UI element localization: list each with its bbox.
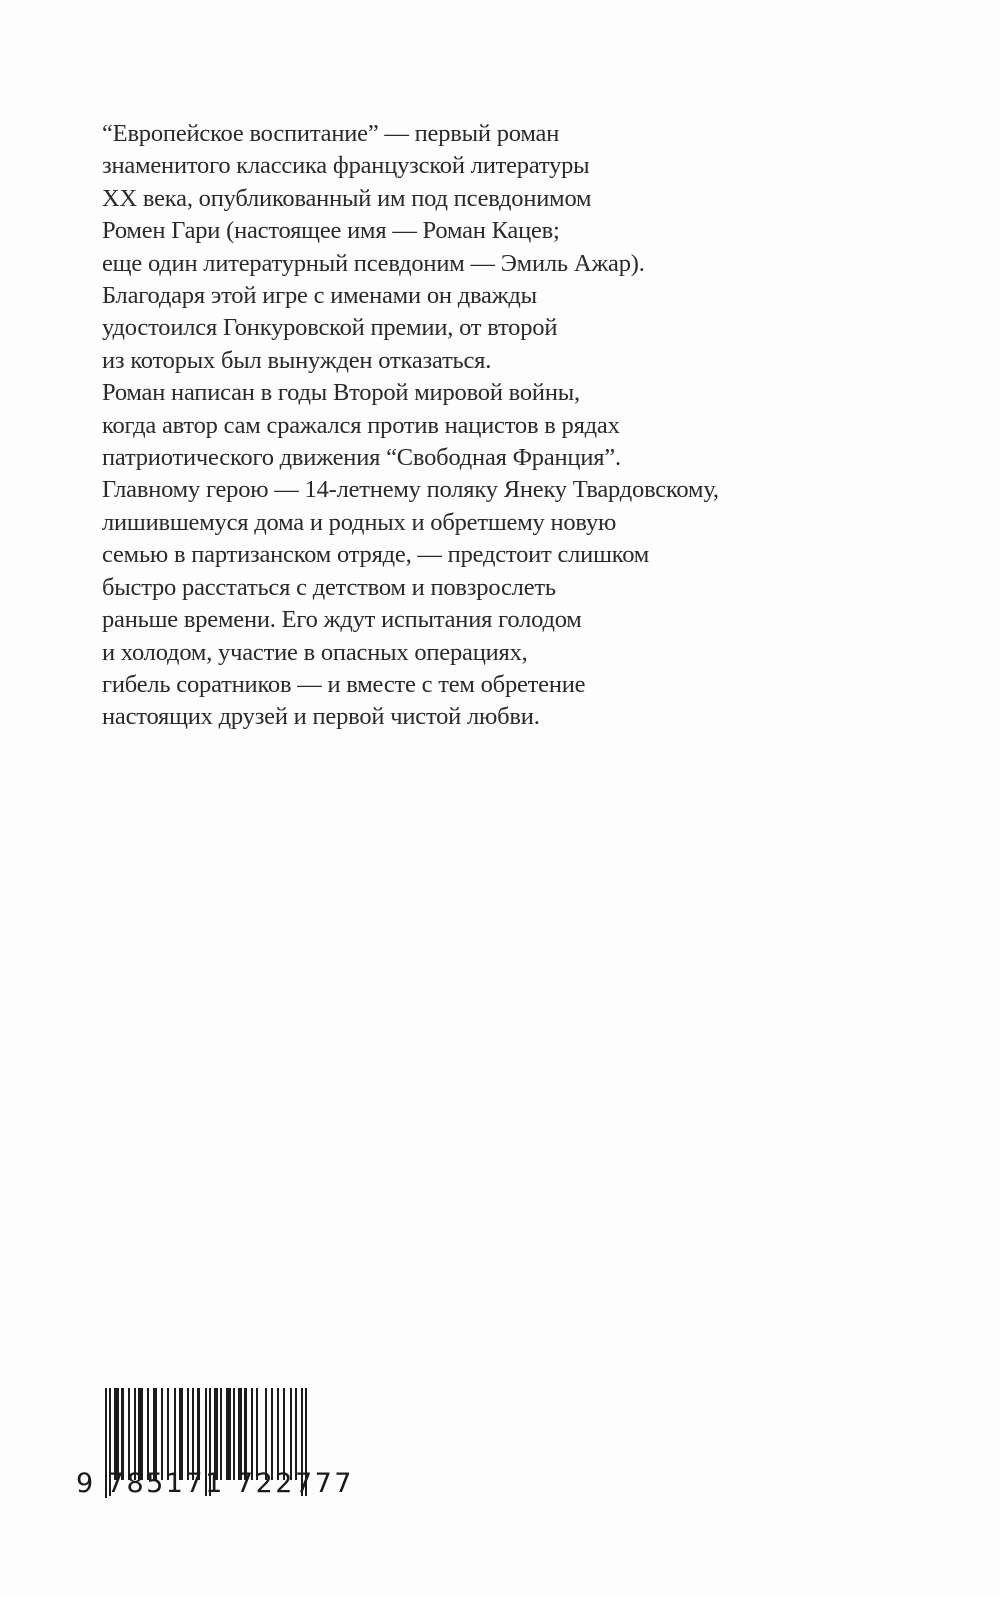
blurb-line: удостоился Гонкуровской премии, от второй [102, 314, 558, 342]
blurb-line: семью в партизанском отряде, — предстоит слишком [102, 541, 650, 569]
blurb-line: еще один литературный псевдоним — Эмиль Ажар). [102, 249, 645, 277]
book-annotation-text [102, 118, 742, 734]
blurb-line: гибель соратников — и вместе с тем обретение [102, 670, 586, 698]
blurb-line: когда автор сам сражался против нацистов в рядах [102, 411, 620, 439]
blurb-line: настоящих друзей и первой чистой любви. [102, 703, 540, 731]
isbn-number: 9 785171 722777 [76, 1468, 354, 1499]
blurb-line: и холодом, участие в опасных операциях, [102, 638, 528, 666]
blurb-line: раньше времени. Его ждут испытания голодом [102, 606, 582, 634]
blurb-line: Ромен Гари (настоящее имя — Роман Кацев; [102, 217, 560, 245]
blurb-line: из которых был вынужден отказаться. [102, 346, 492, 374]
blurb-line: XX века, опубликованный им под псевдонимом [102, 184, 592, 212]
blurb-line: патриотического движения “Свободная Франция”. [102, 444, 621, 472]
blurb-line: знаменитого классика французской литературы [102, 152, 590, 180]
blurb-line: Главному герою — 14-летнему поляку Янеку Твардовскому, [102, 476, 719, 504]
blurb-line: “Европейское воспитание” — первый роман [102, 120, 560, 147]
blurb-line: лишившемуся дома и родных и обретшему новую [102, 508, 617, 536]
blurb-line: Роман написан в годы Второй мировой войны, [102, 379, 580, 407]
blurb-line: быстро расстаться с детством и повзрослеть [102, 573, 556, 601]
blurb-line: Благодаря этой игре с именами он дважды [102, 282, 537, 310]
